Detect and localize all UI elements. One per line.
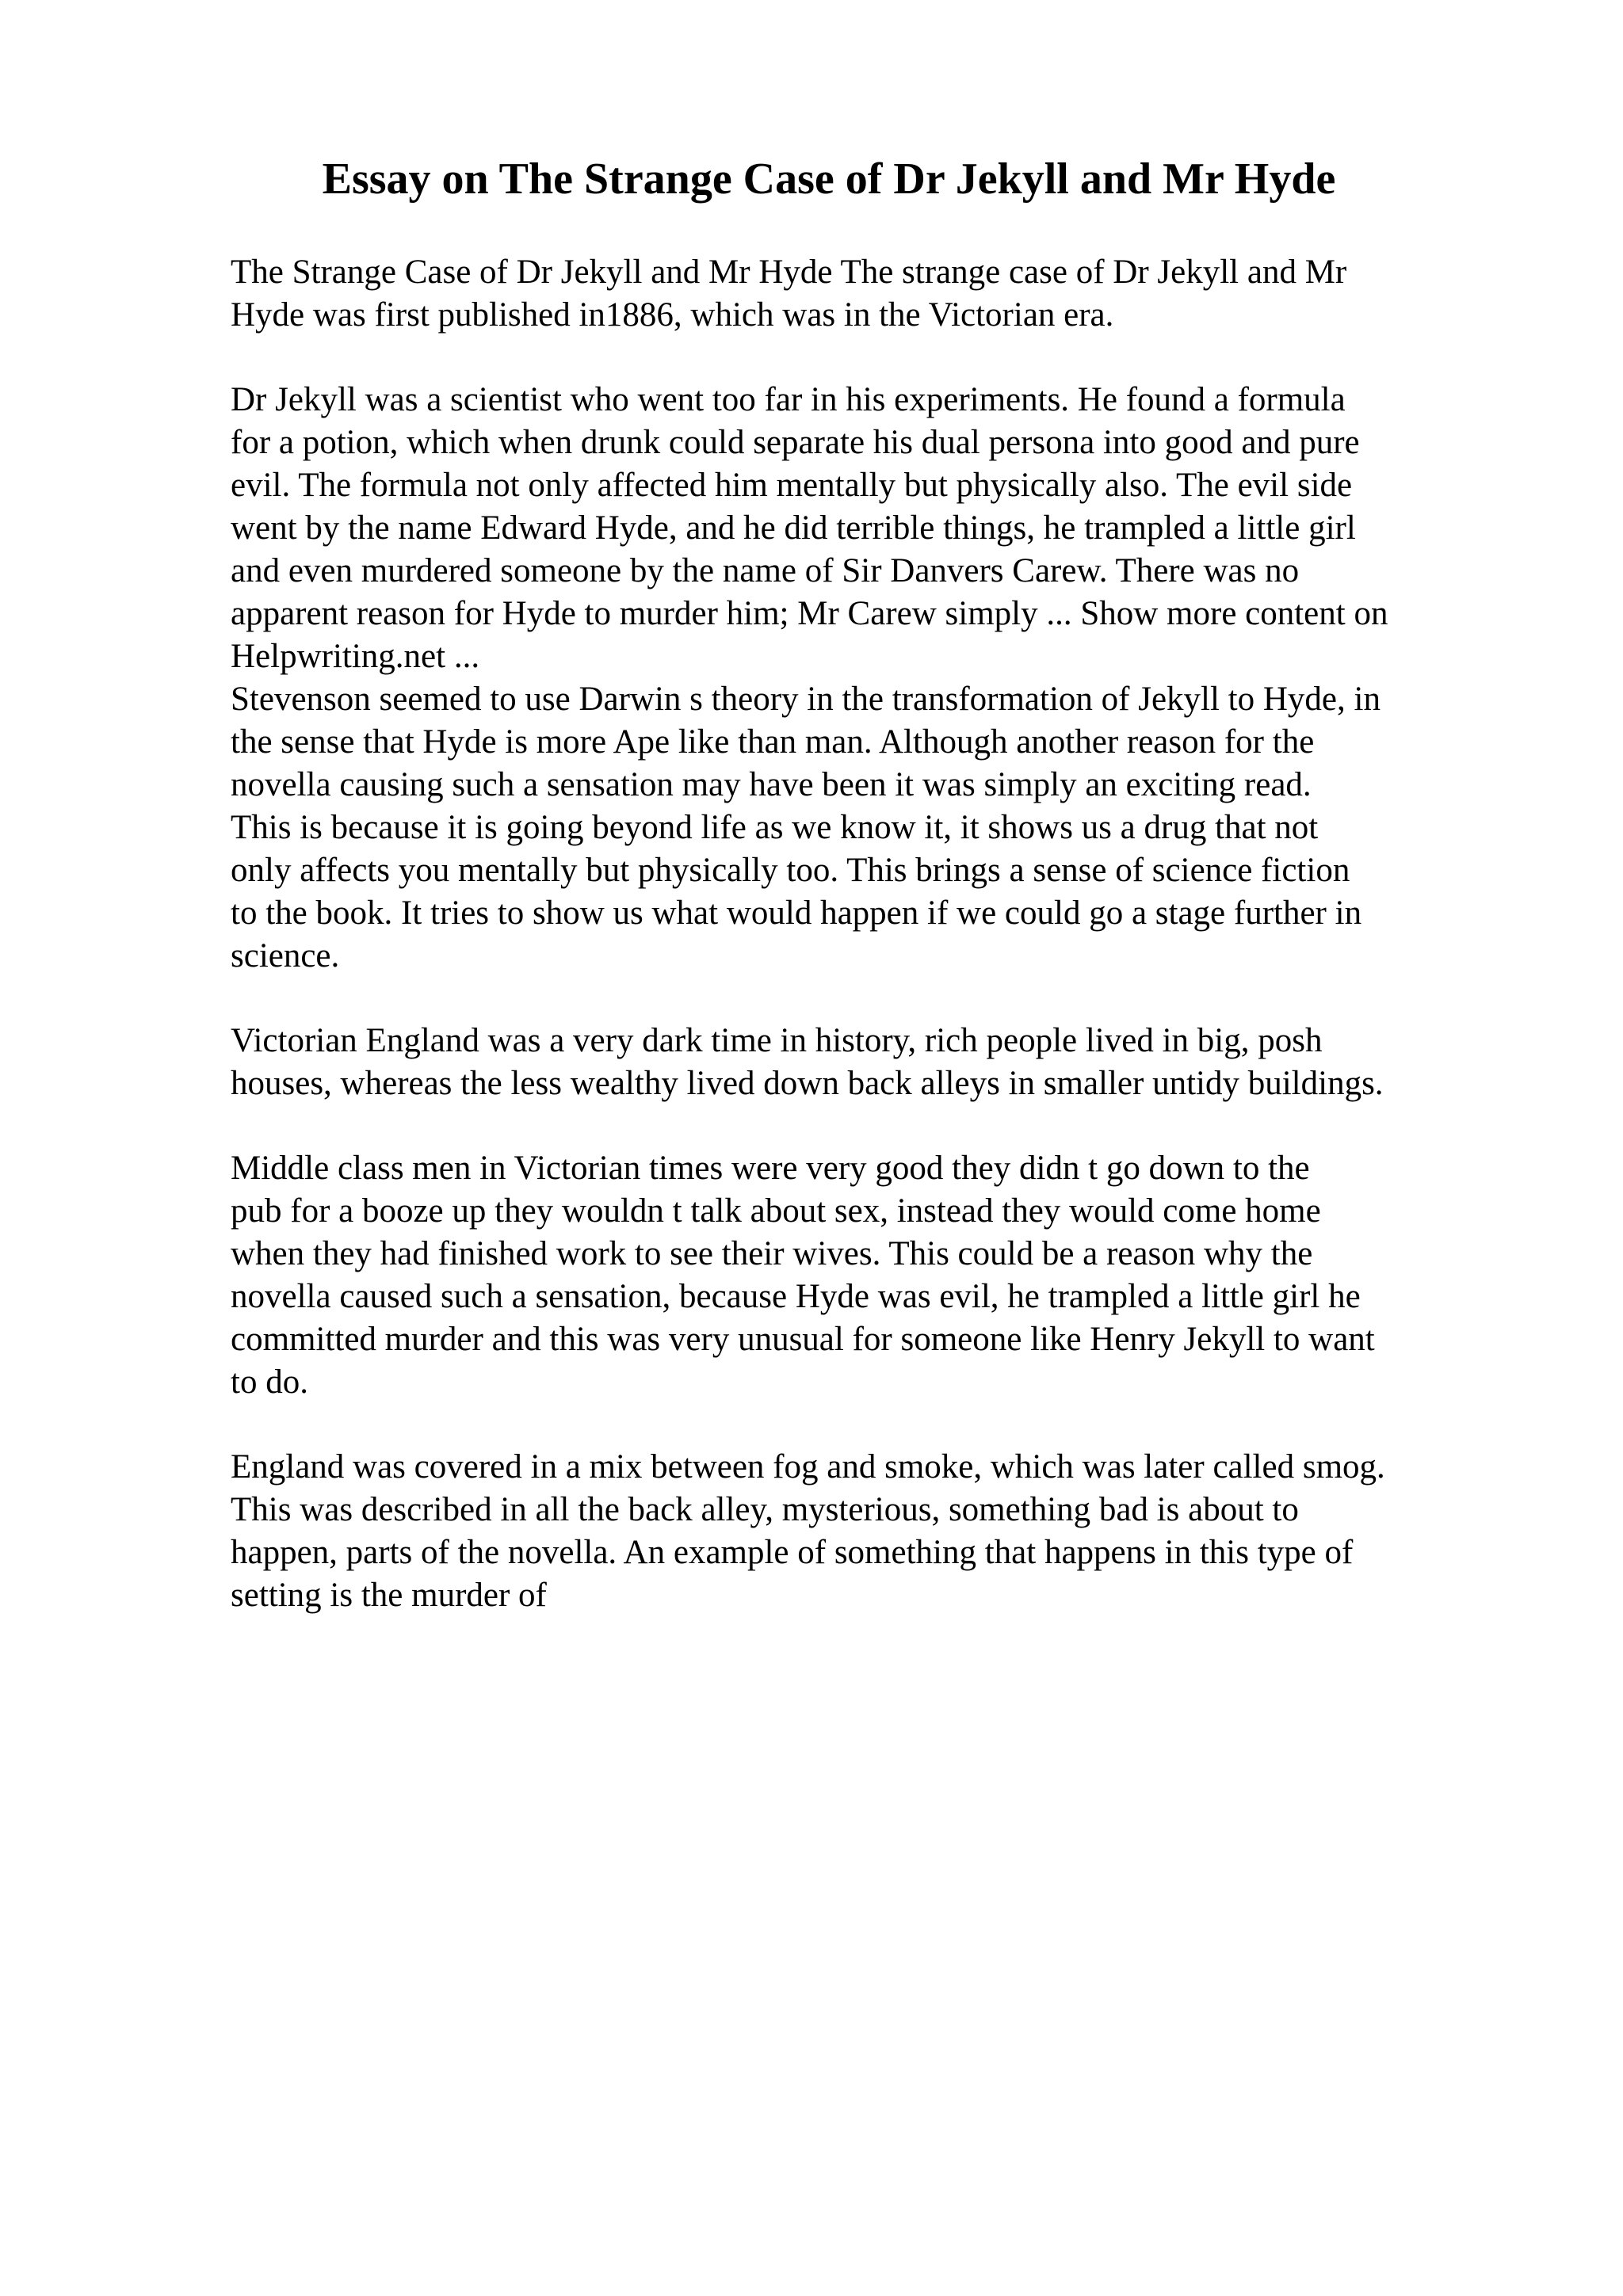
text-line: This is because it is going beyond life as we know it, it shows us a drug that not [231, 809, 1319, 846]
text-line: The Strange Case of Dr Jekyll and Mr Hyde The strange case of Dr Jekyll and Mr [231, 254, 1347, 291]
text-line: evil. The formula not only affected him mentally but physically also. The evil side [231, 467, 1353, 504]
text-line: pub for a booze up they wouldn t talk about sex, instead they would come home [231, 1192, 1321, 1230]
text-line: Stevenson seemed to use Darwin s theory in the transformation of Jekyll to Hyde, in [231, 681, 1381, 718]
essay-title: Essay on The Strange Case of Dr Jekyll and Mr Hyde [322, 154, 1336, 204]
text-line: for a potion, which when drunk could separate his dual persona into good and pure [231, 424, 1360, 461]
text-line: novella caused such a sensation, because Hyde was evil, he trampled a little girl he [231, 1278, 1361, 1315]
text-line: science. [231, 937, 340, 974]
text-line: Helpwriting.net ... [231, 638, 480, 675]
text-line: England was covered in a mix between fog and smoke, which was later called smog. [231, 1448, 1385, 1486]
text-line: happen, parts of the novella. An example of something that happens in this type of [231, 1534, 1354, 1571]
text-line: the sense that Hyde is more Ape like than man. Although another reason for the [231, 723, 1315, 761]
text-line: when they had finished work to see their wives. This could be a reason why the [231, 1235, 1313, 1272]
text-line: Hyde was first published in1886, which was in the Victorian era. [231, 296, 1114, 334]
text-line: only affects you mentally but physically too. This brings a sense of science fiction [231, 852, 1350, 889]
text-line: Victorian England was a very dark time in history, rich people lived in big, posh [231, 1022, 1323, 1059]
text-line: This was described in all the back alley, mysterious, something bad is about to [231, 1491, 1299, 1528]
text-line: apparent reason for Hyde to murder him; Mr Carew simply ... Show more content on [231, 595, 1388, 632]
text-line: novella causing such a sensation may have been it was simply an exciting read. [231, 766, 1312, 803]
text-line: setting is the murder of [231, 1577, 547, 1614]
text-line: to the book. It tries to show us what would happen if we could go a stage further in [231, 894, 1362, 932]
text-line: went by the name Edward Hyde, and he did terrible things, he trampled a little girl [231, 509, 1356, 547]
text-line: houses, whereas the less wealthy lived down back alleys in smaller untidy buildings. [231, 1065, 1384, 1102]
text-line: and even murdered someone by the name of Sir Danvers Carew. There was no [231, 552, 1300, 589]
text-line: Dr Jekyll was a scientist who went too far in his experiments. He found a formula [231, 381, 1346, 418]
text-line: committed murder and this was very unusual for someone like Henry Jekyll to want [231, 1321, 1375, 1358]
text-line: to do. [231, 1363, 308, 1401]
text-line: Middle class men in Victorian times were very good they didn t go down to the [231, 1150, 1310, 1187]
